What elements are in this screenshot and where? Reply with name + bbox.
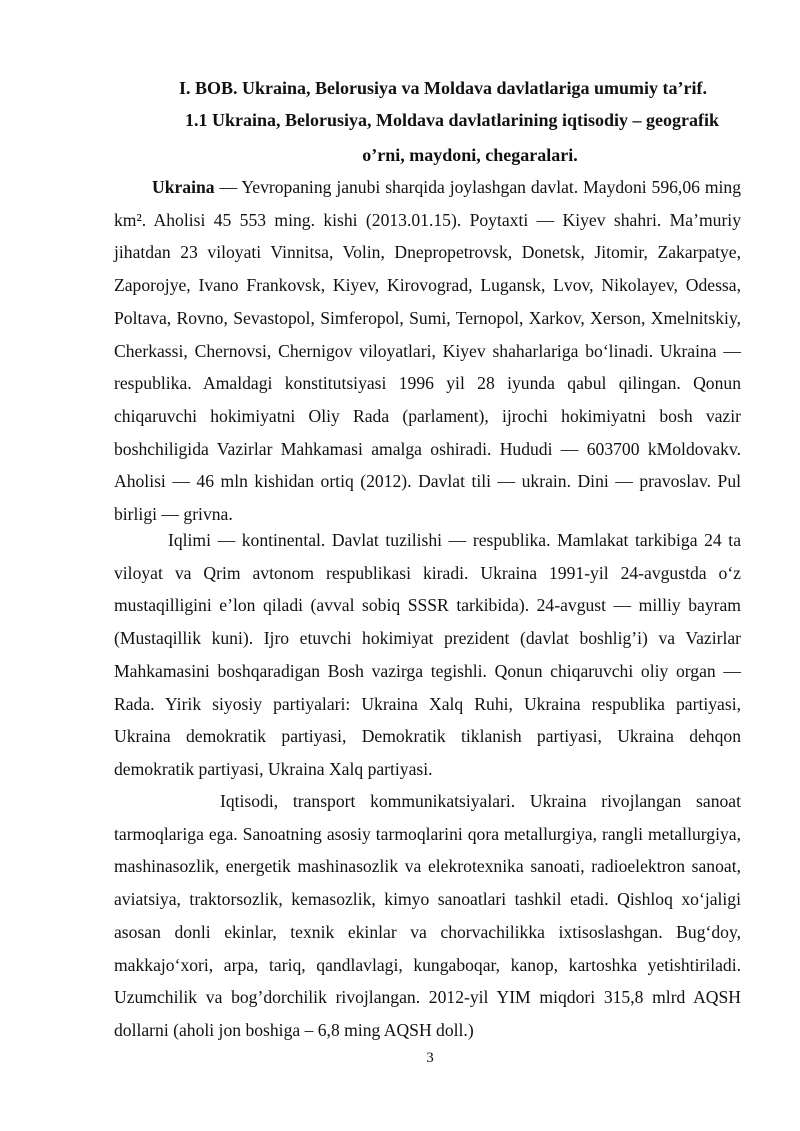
paragraph-body: — Yevropaning janubi sharqida joylashgan davlat. Maydoni 596,06 ming km². Aholisi 45 553 ming. kishi (2013.01.15). Poytaxti — Kiyev shahri. Ma’muriy jihatdan 23 viloyati Vinnitsa, Volin, Dnepropetrovsk, Donetsk, Jitomir, Zakarpatye, Zaporojye, Ivano Frankovsk, Kiyev, Kirovograd, Lugansk, Lvov, Nikolayev, Odessa, Poltava, Rovno, Sevastopol, Simferopol, Sumi, Ternopol, Xarkov, Xerson, Xmelnitskiy, Cherkassi, Chernovsi, Chernigov viloyatlari, Kiyev shaharlariga boʻlinadi. Ukraina — respublika. Amaldagi konstitutsiyasi 1996 yil 28 iyunda qabul qilingan. Qonun chiqaruvchi hokimiyatni Oliy Rada (parlament), ijrochi hokimiyatni bosh vazir boshchiligida Vazirlar Mahkamasi amalga oshiradi. Hududi — 603700 kMoldovakv. Aholisi — 46 mln kishidan ortiq (2012). Davlat tili — ukrain. Dini — pravoslav. Pul birligi — grivna. xyxy=(114,177,741,525)
section-heading-line-2: o’rni, maydoni, chegaralari. xyxy=(362,145,578,165)
paragraph-climate-government: Iqlimi — kontinental. Davlat tuzilishi — respublika. Mamlakat tarkibiga 24 ta viloyat va Qrim avtonom respublikasi kiradi. Ukraina 1991-yil 24-avgustda oʻz mustaqilligini e’lon qiladi (avval sobiq SSSR tarkibida). 24-avgust — milliy bayram (Mustaqillik kuni). Ijro etuvchi hokimiyat prezident (davlat boshlig’i) va Vazirlar Mahkamasini boshqaradigan Bosh vazirga tegishli. Qonun chiqaruvchi oliy organ — Rada. Yirik siyosiy partiyalari: Ukraina Xalq Ruhi, Ukraina respublika partiyasi, Ukraina demokratik partiyasi, Demokratik tiklanish partiyasi, Ukraina dehqon demokratik partiyasi, Ukraina Xalq partiyasi. xyxy=(114,530,741,779)
paragraph-ukraina-overview xyxy=(114,171,741,531)
section-heading-line-1: 1.1 Ukraina, Belorusiya, Moldava davlatlarining iqtisodiy – geografik xyxy=(184,110,720,130)
page-number: 3 xyxy=(426,1050,434,1066)
paragraph-lead-term: Ukraina xyxy=(152,177,215,197)
paragraph-economy: Iqtisodi, transport kommunikatsiyalari. Ukraina rivojlangan sanoat tarmoqlariga ega. Sanoatning asosiy tarmoqlarini qora metallurgiya, rangli metallurgiya, mashinasozlik, energetik mashinasozlik va elekrotexnika sanoati, radioelektron sanoat, aviatsiya, traktorsozlik, kemasozlik, kimyo sanoatlari tashkil etadi. Qishloq xoʻjaligi asosan donli ekinlar, texnik ekinlar va chorvachilikka ixtisoslashgan. Bugʻdoy, makkajoʻxori, arpa, tariq, qandlavlagi, kungaboqar, kanop, kartoshka yetishtiriladi. Uzumchilik va bog’dorchilik rivojlangan. 2012-yil YIM miqdori 315,8 mlrd AQSH dollarni (aholi jon boshiga – 6,8 ming AQSH doll.) xyxy=(114,791,741,1040)
chapter-heading: I. BOB. Ukraina, Belorusiya va Moldava davlatlariga umumiy ta’rif. xyxy=(178,78,707,98)
